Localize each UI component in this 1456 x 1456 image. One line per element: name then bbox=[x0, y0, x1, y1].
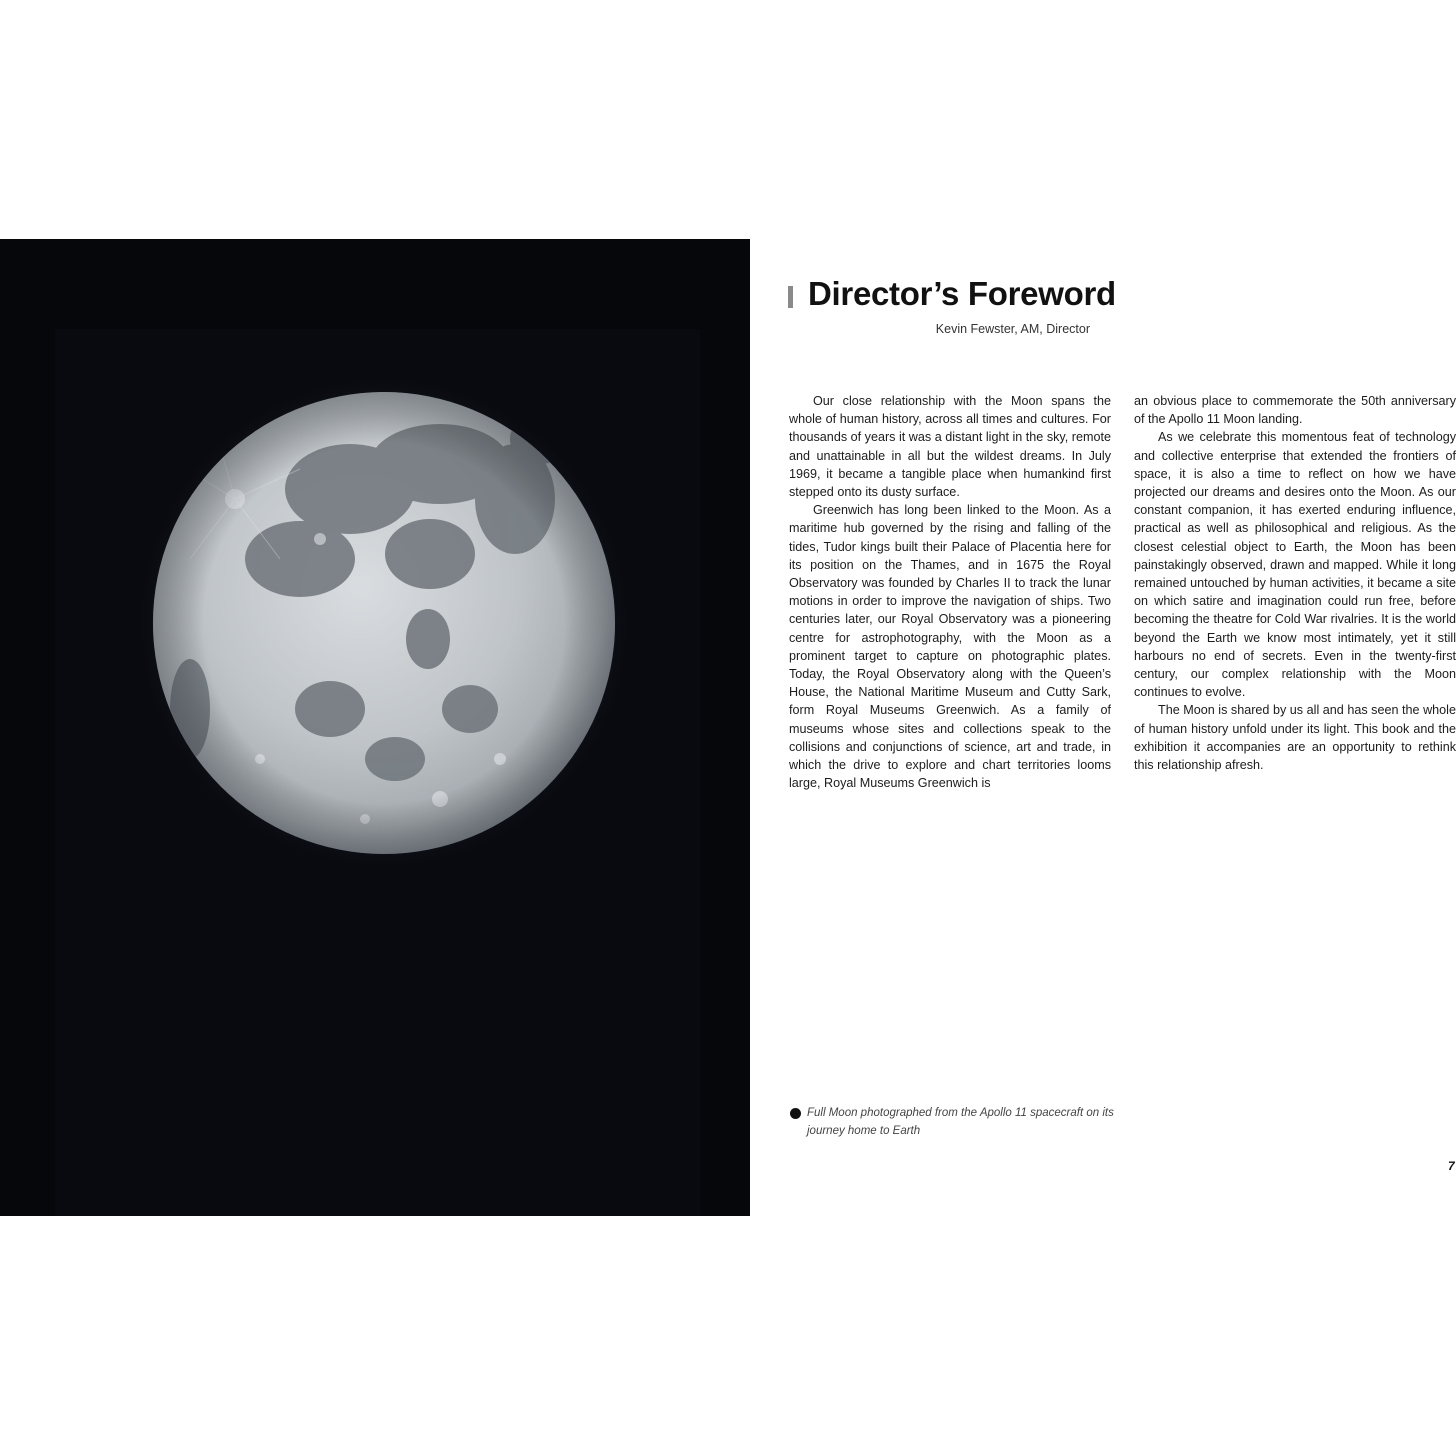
foreword-page bbox=[750, 239, 1456, 1216]
caption-bullet-icon bbox=[790, 1108, 801, 1119]
author-byline: Kevin Fewster, AM, Director bbox=[935, 322, 1090, 336]
text-column-1 bbox=[789, 392, 1111, 792]
title-accent-bar bbox=[788, 286, 793, 308]
book-spread bbox=[0, 239, 1456, 1216]
full-moon-image bbox=[0, 239, 750, 1216]
moon-photo bbox=[0, 239, 750, 1216]
paragraph: The Moon is shared by us all and has seen the whole of human history unfold under its light. This book and the exhibition it accompanies are an opportunity to rethink this relationship afresh. bbox=[1134, 703, 1456, 773]
paragraph: Our close relationship with the Moon spans the whole of human history, across all times and cultures. For thousands of years it was a distant light in the sky, remote and unattainable in all but the wildest dreams. In July 1969, it became a tangible place when humankind first stepped onto its dusty surface. bbox=[789, 394, 1111, 500]
photo-caption bbox=[790, 1105, 1120, 1140]
paragraph: As we celebrate this momentous feat of technology and collective enterprise that extended the frontiers of space, it is also a time to reflect on how we have projected our dreams and desires onto the Moon. As our constant companion, it has exerted enduring influence, practical as well as philosophical and religious. As the closest celestial object to Earth, the Moon has been painstakingly observed, drawn and mapped. While it long remained untouched by human activities, it became a site on which satire and imagination could run free, before becoming the theatre for Cold War rivalries. It is the world beyond the Earth we know most intimately, yet it still harbours no end of secrets. Even in the twenty-first century, our complex relationship with the Moon continues to evolve. bbox=[1134, 430, 1456, 700]
text-column-2 bbox=[1134, 392, 1456, 774]
page-title: Director’s Foreword bbox=[808, 275, 1116, 312]
caption-text: Full Moon photographed from the Apollo 11 spacecraft on its journey home to Earth bbox=[807, 1107, 1114, 1137]
page-number: 7 bbox=[1448, 1159, 1455, 1173]
paragraph: an obvious place to commemorate the 50th anniversary of the Apollo 11 Moon landing. bbox=[1134, 394, 1456, 427]
paragraph: Greenwich has long been linked to the Moon. As a maritime hub governed by the rising and falling of the tides, Tudor kings built their Palace of Placentia here for its position on the Thames, and in 1675 the Royal Observatory was founded by Charles II to track the lunar motions in order to improve the navigation of ships. Two centuries later, our Royal Observatory was a pioneering centre for astrophotography, with the Moon as a prominent target to capture on photographic plates. Today, the Royal Observatory along with the Queen’s House, the National Maritime Museum and Cutty Sark, form Royal Museums Greenwich. As a family of museums whose sites and collections speak to the collisions and conjunctions of science, art and trade, in which the drive to explore and chart territories looms large, Royal Museums Greenwich is bbox=[789, 503, 1111, 791]
